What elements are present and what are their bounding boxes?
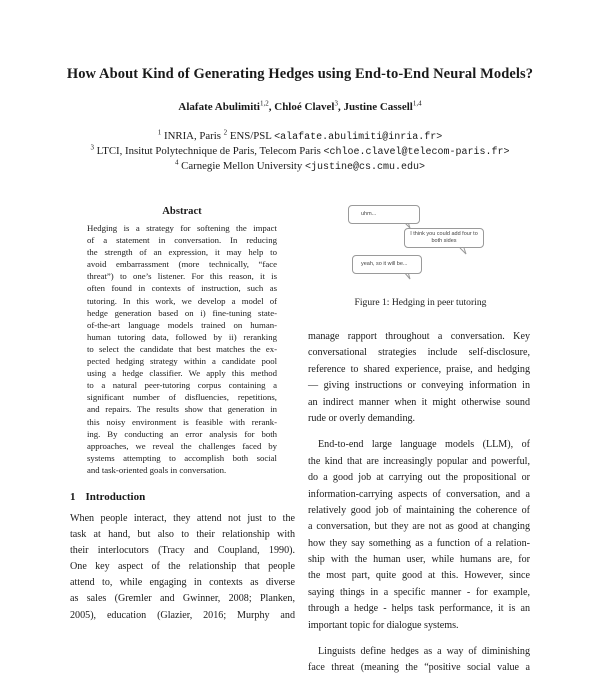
affil-mark: 1 bbox=[157, 128, 162, 137]
affil-text: INRIA, Paris bbox=[161, 130, 224, 142]
speech-bubble: yeah, so it will be... bbox=[352, 255, 422, 274]
text-line: using a hedge classifier. We apply this method bbox=[87, 368, 277, 379]
text-line: the kind that are increasingly popular and powerful, bbox=[308, 455, 530, 467]
text-line: of-the-art language models trained on human- bbox=[87, 319, 277, 330]
text-line: face threat (meaning the “positive social value a bbox=[308, 662, 530, 674]
text-line: attend to, while engaging in contexts as diverse bbox=[70, 577, 295, 589]
author-separator: , bbox=[268, 101, 275, 113]
paragraph-gap bbox=[308, 427, 530, 437]
text-line: this noisy environment is feasible with rerank- bbox=[87, 416, 277, 427]
section-heading bbox=[70, 491, 145, 503]
intro-body bbox=[70, 511, 295, 624]
author-email: <chloe.clavel@telecom-paris.fr> bbox=[323, 147, 510, 158]
text-line: through a hedge - helps task performance, it is an bbox=[308, 603, 530, 615]
speech-bubble bbox=[404, 228, 484, 248]
text-line: how they say something as a function of a relation- bbox=[308, 537, 530, 549]
author-affil-mark: 1,4 bbox=[412, 99, 422, 108]
author-email: <alafate.abulimiti@inria.fr> bbox=[274, 132, 443, 143]
author-name: Justine Cassell bbox=[343, 101, 413, 113]
text-line: 2005), education (Glazier, 2016; Murphy and bbox=[70, 609, 295, 621]
text-line: tutoring. In this work, we develop a model of bbox=[87, 295, 277, 306]
text-line: One key aspect of the relationship that people bbox=[70, 561, 295, 573]
text-line: — giving instructions or conveying information in bbox=[308, 380, 530, 392]
text-line: Hedging is a strategy for softening the impact bbox=[87, 223, 277, 233]
affil-mark: 3 bbox=[90, 143, 94, 152]
author-name: Alafate Abulimiti bbox=[178, 101, 260, 113]
text-line: and repairs. The results show that generation in bbox=[87, 404, 277, 415]
bubble-tail bbox=[460, 248, 466, 254]
text-line: to a natural peer-tutoring corpus containing a bbox=[87, 380, 277, 391]
abstract-heading: Abstract bbox=[162, 206, 202, 217]
author-affil-mark: 1,2 bbox=[260, 99, 269, 108]
text-line: as sales (Gremler and Gwinner, 2008; Planken, bbox=[70, 593, 295, 605]
right-column-body bbox=[308, 329, 530, 677]
text-line: relatively good job of maintaining the coherence of bbox=[308, 504, 530, 516]
figure-hedging bbox=[342, 195, 488, 287]
text-line: their interlocutors (Tracy and Coupland, 1990). bbox=[70, 545, 295, 557]
text-line: threat”) to one’s listener. For this reason, it is bbox=[87, 271, 277, 282]
affiliation-line-2 bbox=[0, 145, 600, 158]
affil-text: LTCI, Insitut Polytechnique de Paris, Telecom Paris bbox=[93, 145, 324, 157]
bubble-text: I think you could add four to bbox=[410, 231, 478, 237]
text-line: conversational strategies include self-disclosure, bbox=[308, 347, 530, 359]
text-line: and task-oriented goals in conversation. bbox=[87, 464, 227, 475]
text-line: End-to-end large language models (LLM), of bbox=[318, 439, 530, 451]
text-line: information-carrying aspects of conversation, and a bbox=[308, 488, 530, 500]
text-line: pected hedging strategy within a candidate pool bbox=[87, 356, 277, 367]
paper-title: How About Kind of Generating Hedges using End-to-End Neural Models? bbox=[66, 66, 534, 82]
text-line: systems attempting to accomplish both social bbox=[87, 452, 277, 463]
text-line: rude or overly demanding. bbox=[308, 412, 416, 424]
figure-caption: Figure 1: Hedging in peer tutoring bbox=[354, 297, 487, 308]
text-line: hedge generation based on i) fine-tuning state- bbox=[87, 307, 277, 318]
author-separator: , bbox=[337, 101, 344, 113]
text-line: the most part, quite good at this. However, since bbox=[308, 570, 530, 582]
affil-text: Carnegie Mellon University bbox=[178, 160, 305, 172]
text-line: important topic for dialogue systems. bbox=[308, 619, 459, 631]
text-line: an indirect manner when it might otherwise sound bbox=[308, 396, 530, 408]
abstract-body bbox=[87, 222, 277, 476]
text-line: often found in contexts of instruction, such as bbox=[87, 283, 277, 294]
affil-mark: 4 bbox=[174, 158, 179, 167]
affil-mark: 2 bbox=[223, 128, 228, 137]
text-line: avoid embarrassment (more technically, “face bbox=[87, 259, 277, 270]
text-line: task at hand, but also to their relationship with bbox=[70, 529, 295, 541]
text-line: Linguists define hedges as a way of diminishing bbox=[318, 646, 530, 658]
text-line: reference to shared experience, praise, and hedging bbox=[308, 363, 530, 375]
text-line: ing. By conducting an error analysis for both bbox=[87, 428, 277, 439]
bubble-text: both sides bbox=[431, 238, 457, 244]
author-affil-mark: 3 bbox=[334, 99, 338, 108]
text-line: significant number of disfluencies, repetitions, bbox=[87, 392, 277, 403]
author-name: Chloé Clavel bbox=[274, 101, 335, 113]
author-list bbox=[0, 101, 600, 113]
speech-bubble: uhm... bbox=[348, 205, 420, 224]
text-line: saying things in a specific manner - for example, bbox=[308, 586, 530, 598]
affil-text: ENS/PSL bbox=[227, 130, 275, 142]
text-line: do a good job at carrying out the propositional or bbox=[308, 472, 530, 484]
text-line: to select the candidate that best matches the ex- bbox=[87, 343, 277, 354]
affiliation-line-1 bbox=[0, 130, 600, 143]
text-line: human tutoring data, followed by ii) reranking bbox=[87, 331, 277, 342]
text-line: ship with the human user, while humans are, for bbox=[308, 554, 530, 566]
text-line: of a statement in conversation. In reducing bbox=[87, 235, 277, 246]
text-line: When people interact, they attend not just to the bbox=[70, 513, 295, 524]
text-line: the strength of an expression, it may help to bbox=[87, 247, 277, 258]
text-line: a conversation, but they are not as good at changing bbox=[308, 521, 530, 533]
text-line: manage rapport throughout a conversation. Key bbox=[308, 331, 530, 342]
section-title: Introduction bbox=[85, 491, 146, 503]
affiliation-line-3 bbox=[0, 160, 600, 173]
text-line: approaches, we reveal the challenges faced by bbox=[87, 440, 277, 451]
section-number: 1 bbox=[70, 491, 76, 503]
paragraph-gap bbox=[308, 634, 530, 644]
author-email: <justine@cs.cmu.edu> bbox=[305, 162, 426, 173]
